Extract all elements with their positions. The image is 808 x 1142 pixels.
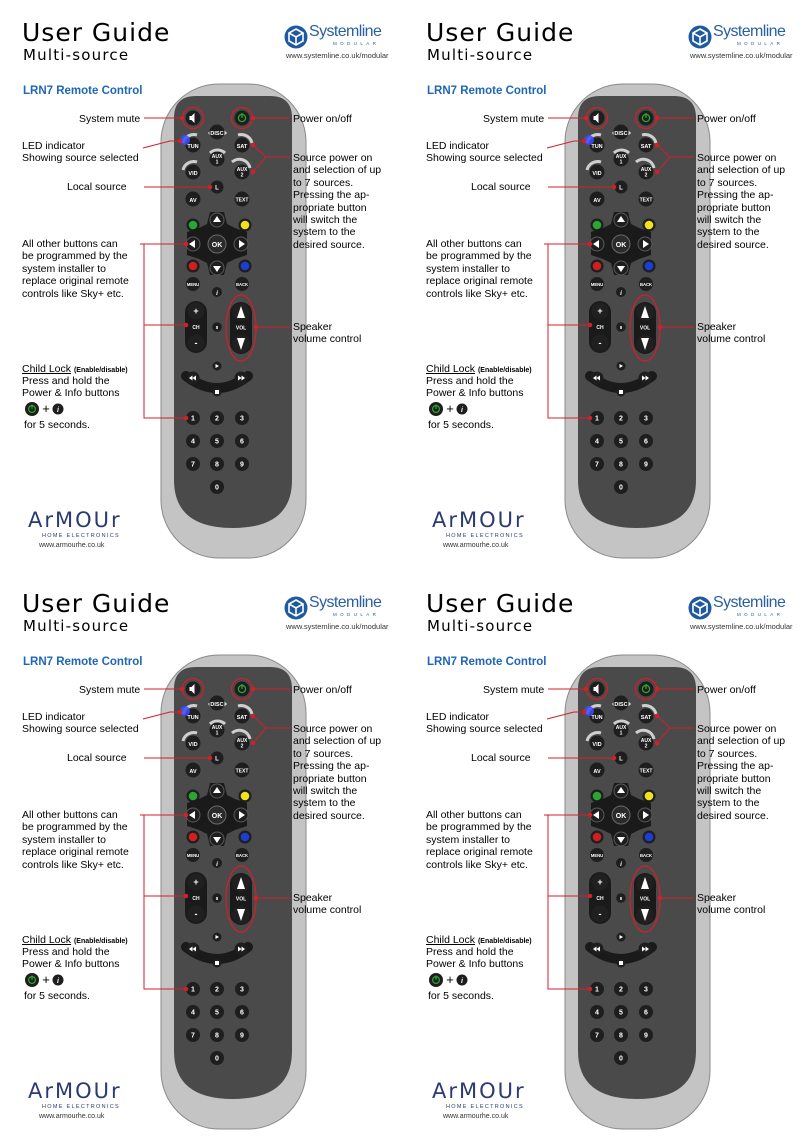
armour-sub: HOME ELECTRONICS (446, 533, 524, 539)
digit-0-label: 0 (215, 1055, 219, 1063)
vid-label: VID (592, 742, 602, 748)
child-lock-heading: Child Lock (Enable/disable) (426, 363, 532, 375)
info-label: i (216, 290, 218, 297)
child-lock-combo (24, 401, 74, 417)
channel-down-label: - (194, 909, 198, 919)
digit-5-label: 5 (619, 438, 623, 446)
digit-7-label: 7 (191, 1032, 195, 1040)
ok-label: OK (615, 242, 627, 249)
digit-6-label: 6 (240, 1009, 244, 1017)
av-label: AV (593, 198, 601, 204)
child-lock-duration: for 5 seconds. (24, 419, 90, 431)
brand-name: Systemline (713, 23, 786, 40)
aux2-label: AUX (640, 167, 652, 173)
digit-6-label: 6 (240, 438, 244, 446)
speaker-label: Speaker (293, 321, 333, 333)
stop-icon (215, 961, 219, 965)
power-label: Power on/off (293, 113, 352, 125)
speaker-desc: volume control (293, 333, 362, 345)
aux2-label: AUX (236, 738, 248, 744)
child-lock-combo (24, 972, 74, 988)
back-label: BACK (235, 282, 249, 287)
channel-up-label: + (597, 306, 603, 316)
digit-0-label: 0 (215, 484, 219, 492)
user-guide-panel-2 (404, 0, 808, 571)
plus-sign: + (42, 401, 50, 416)
digit-1-label: 1 (191, 415, 195, 423)
tun-label: TUN (591, 144, 603, 150)
green-button[interactable] (593, 792, 602, 801)
speaker-desc: volume control (293, 904, 362, 916)
aux1-label: AUX (211, 154, 223, 160)
digit-8-label: 8 (215, 461, 219, 469)
channel-label: CH (192, 896, 200, 902)
led-indicator-desc: Showing source selected (426, 723, 543, 735)
text-label: TEXT (639, 768, 653, 775)
digit-3-label: 3 (240, 986, 244, 994)
blue-button[interactable] (645, 833, 654, 842)
ok-label: OK (615, 813, 627, 820)
digit-8-label: 8 (619, 461, 623, 469)
sat-label: SAT (640, 715, 652, 721)
aux2-label: AUX (236, 167, 248, 173)
local-source-label: L (619, 185, 623, 192)
model-heading: LRN7 Remote Control (23, 85, 143, 97)
aux2-number: 2 (644, 172, 648, 179)
armour-logo (426, 1079, 536, 1129)
disc-label: DISC (614, 702, 628, 708)
armour-name: ArMOUr (432, 508, 526, 532)
pause-label: II (619, 896, 623, 901)
user-guide-panel-1 (0, 0, 404, 571)
armour-logo (426, 508, 536, 558)
aux2-number: 2 (240, 172, 244, 179)
digit-0-label: 0 (619, 484, 623, 492)
svg-text:i: i (57, 978, 59, 985)
blue-button[interactable] (645, 262, 654, 271)
brand-url: www.systemline.co.uk/modular (690, 622, 793, 631)
sat-label: SAT (236, 144, 248, 150)
source-power-text: Source power on and selection of up to 7 sources. Pressing the ap- propriate button will switch the system to the desired source. (293, 152, 382, 251)
yellow-button[interactable] (645, 221, 654, 230)
digit-3-label: 3 (240, 415, 244, 423)
aux2-number: 2 (644, 743, 648, 750)
av-label: AV (593, 769, 601, 775)
channel-up-label: + (597, 877, 603, 887)
local-source-label: L (215, 756, 219, 763)
child-lock-line-2: Power & Info buttons (22, 958, 120, 970)
digit-8-label: 8 (619, 1032, 623, 1040)
channel-down-label: - (598, 338, 602, 348)
local-source-text: Local source (471, 752, 531, 764)
volume-label: VOL (235, 896, 247, 903)
source-power-text: Source power on and selection of up to 7 sources. Pressing the ap- propriate button will switch the system to the desired source. (293, 723, 382, 822)
digit-5-label: 5 (215, 1009, 219, 1017)
plus-sign: + (446, 972, 454, 987)
brand-url: www.systemline.co.uk/modular (286, 622, 389, 631)
armour-url: www.armourhe.co.uk (443, 542, 509, 549)
svg-text:i: i (461, 407, 463, 414)
channel-up-label: + (193, 306, 199, 316)
pause-label: II (619, 325, 623, 330)
brand-url: www.systemline.co.uk/modular (286, 51, 389, 60)
menu-label: MENU (590, 282, 604, 287)
digit-9-label: 9 (644, 461, 648, 469)
blue-button[interactable] (241, 262, 250, 271)
text-label: TEXT (235, 197, 249, 204)
back-label: BACK (639, 853, 653, 858)
brand-name: Systemline (309, 594, 382, 611)
child-lock-heading: Child Lock (Enable/disable) (426, 934, 532, 946)
aux1-label: AUX (615, 154, 627, 160)
menu-label: MENU (186, 282, 200, 287)
child-lock-line-1: Press and hold the (22, 375, 110, 387)
info-label: i (216, 861, 218, 868)
digit-9-label: 9 (240, 461, 244, 469)
menu-label: MENU (590, 853, 604, 858)
armour-url: www.armourhe.co.uk (39, 1113, 105, 1120)
source-power-text: Source power on and selection of up to 7 sources. Pressing the ap- propriate button will switch the system to the desired source. (697, 152, 786, 251)
plus-sign: + (42, 972, 50, 987)
led-indicator-label: LED indicator (426, 711, 490, 723)
brand-sub: MODULAR (737, 41, 784, 46)
vid-label: VID (592, 171, 602, 177)
digit-3-label: 3 (644, 415, 648, 423)
speaker-label: Speaker (697, 321, 737, 333)
child-lock-line-2: Power & Info buttons (426, 958, 524, 970)
digit-6-label: 6 (644, 1009, 648, 1017)
page-title: User Guide (426, 18, 575, 47)
digit-2-label: 2 (215, 415, 219, 423)
digit-7-label: 7 (191, 461, 195, 469)
volume-label: VOL (235, 325, 247, 332)
armour-sub: HOME ELECTRONICS (446, 1104, 524, 1110)
channel-label: CH (596, 325, 604, 331)
brand-url: www.systemline.co.uk/modular (690, 51, 793, 60)
yellow-button[interactable] (241, 221, 250, 230)
child-lock-duration: for 5 seconds. (428, 419, 494, 431)
brand-name: Systemline (309, 23, 382, 40)
child-lock-line-1: Press and hold the (22, 946, 110, 958)
text-label: TEXT (235, 768, 249, 775)
digit-6-label: 6 (644, 438, 648, 446)
digit-4-label: 4 (191, 438, 195, 446)
digit-1-label: 1 (191, 986, 195, 994)
model-heading: LRN7 Remote Control (427, 656, 547, 668)
user-guide-panel-3 (0, 571, 404, 1142)
local-source-text: Local source (471, 181, 531, 193)
stop-icon (619, 961, 623, 965)
disc-label: DISC (210, 131, 224, 137)
back-label: BACK (639, 282, 653, 287)
digit-7-label: 7 (595, 1032, 599, 1040)
brand-sub: MODULAR (737, 612, 784, 617)
vid-label: VID (188, 742, 198, 748)
ok-label: OK (211, 242, 223, 249)
armour-logo (22, 1079, 132, 1129)
local-source-label: L (215, 185, 219, 192)
led-indicator-desc: Showing source selected (22, 152, 139, 164)
aux2-label: AUX (640, 738, 652, 744)
page-subtitle: Multi-source (427, 617, 534, 635)
brand-name: Systemline (713, 594, 786, 611)
channel-label: CH (596, 896, 604, 902)
ok-label: OK (211, 813, 223, 820)
yellow-button[interactable] (241, 792, 250, 801)
vid-label: VID (188, 171, 198, 177)
local-source-label: L (619, 756, 623, 763)
local-source-text: Local source (67, 181, 127, 193)
local-source-text: Local source (67, 752, 127, 764)
child-lock-combo (428, 401, 478, 417)
system-mute-label: System mute (79, 113, 141, 125)
digit-9-label: 9 (644, 1032, 648, 1040)
av-label: AV (189, 198, 197, 204)
child-lock-line-1: Press and hold the (426, 375, 514, 387)
aux1-number: 1 (215, 730, 219, 737)
digit-2-label: 2 (619, 415, 623, 423)
armour-sub: HOME ELECTRONICS (42, 1104, 120, 1110)
page-subtitle: Multi-source (427, 46, 534, 64)
armour-url: www.armourhe.co.uk (39, 542, 105, 549)
pause-label: II (215, 896, 219, 901)
green-button[interactable] (593, 221, 602, 230)
menu-label: MENU (186, 853, 200, 858)
digit-1-label: 1 (595, 986, 599, 994)
system-mute-label: System mute (483, 684, 545, 696)
led-indicator-label: LED indicator (22, 140, 86, 152)
red-button[interactable] (593, 262, 602, 271)
led-indicator-desc: Showing source selected (426, 152, 543, 164)
digit-4-label: 4 (595, 1009, 599, 1017)
green-button[interactable] (189, 792, 198, 801)
armour-logo (22, 508, 132, 558)
child-lock-line-2: Power & Info buttons (426, 387, 524, 399)
disc-label: DISC (210, 702, 224, 708)
tun-label: TUN (187, 715, 199, 721)
power-label: Power on/off (293, 684, 352, 696)
armour-sub: HOME ELECTRONICS (42, 533, 120, 539)
channel-down-label: - (598, 909, 602, 919)
digit-3-label: 3 (644, 986, 648, 994)
aux1-label: AUX (615, 725, 627, 731)
programmable-text: All other buttons can be programmed by the system installer to replace original remote controls like Sky+ etc. (426, 238, 533, 300)
aux1-label: AUX (211, 725, 223, 731)
channel-label: CH (192, 325, 200, 331)
digit-7-label: 7 (595, 461, 599, 469)
led-indicator-desc: Showing source selected (22, 723, 139, 735)
digit-2-label: 2 (619, 986, 623, 994)
stop-icon (215, 390, 219, 394)
volume-label: VOL (639, 896, 651, 903)
pause-label: II (215, 325, 219, 330)
child-lock-heading: Child Lock (Enable/disable) (22, 363, 128, 375)
led-indicator-label: LED indicator (426, 140, 490, 152)
model-heading: LRN7 Remote Control (23, 656, 143, 668)
svg-text:i: i (57, 407, 59, 414)
speaker-label: Speaker (293, 892, 333, 904)
digit-8-label: 8 (215, 1032, 219, 1040)
system-mute-label: System mute (79, 684, 141, 696)
programmable-text: All other buttons can be programmed by the system installer to replace original remote controls like Sky+ etc. (22, 238, 129, 300)
speaker-desc: volume control (697, 904, 766, 916)
armour-name: ArMOUr (432, 1079, 526, 1103)
info-label: i (620, 290, 622, 297)
stop-icon (619, 390, 623, 394)
digit-2-label: 2 (215, 986, 219, 994)
child-lock-combo (428, 972, 478, 988)
page-title: User Guide (426, 589, 575, 618)
armour-url: www.armourhe.co.uk (443, 1113, 509, 1120)
child-lock-heading: Child Lock (Enable/disable) (22, 934, 128, 946)
digit-4-label: 4 (191, 1009, 195, 1017)
digit-5-label: 5 (215, 438, 219, 446)
aux1-number: 1 (619, 159, 623, 166)
model-heading: LRN7 Remote Control (427, 85, 547, 97)
tun-label: TUN (187, 144, 199, 150)
page-title: User Guide (22, 589, 171, 618)
page-subtitle: Multi-source (23, 617, 130, 635)
child-lock-duration: for 5 seconds. (24, 990, 90, 1002)
led-indicator-label: LED indicator (22, 711, 86, 723)
red-button[interactable] (189, 262, 198, 271)
armour-name: ArMOUr (28, 1079, 122, 1103)
aux1-number: 1 (215, 159, 219, 166)
aux2-number: 2 (240, 743, 244, 750)
sat-label: SAT (640, 144, 652, 150)
brand-sub: MODULAR (333, 612, 380, 617)
info-label: i (620, 861, 622, 868)
text-label: TEXT (639, 197, 653, 204)
page-subtitle: Multi-source (23, 46, 130, 64)
digit-5-label: 5 (619, 1009, 623, 1017)
user-guide-panel-4 (404, 571, 808, 1142)
system-mute-label: System mute (483, 113, 545, 125)
svg-text:i: i (461, 978, 463, 985)
programmable-text: All other buttons can be programmed by the system installer to replace original remote controls like Sky+ etc. (426, 809, 533, 871)
speaker-label: Speaker (697, 892, 737, 904)
volume-label: VOL (639, 325, 651, 332)
page-title: User Guide (22, 18, 171, 47)
sat-label: SAT (236, 715, 248, 721)
channel-down-label: - (194, 338, 198, 348)
channel-up-label: + (193, 877, 199, 887)
green-button[interactable] (189, 221, 198, 230)
power-label: Power on/off (697, 684, 756, 696)
blue-button[interactable] (241, 833, 250, 842)
plus-sign: + (446, 401, 454, 416)
av-label: AV (189, 769, 197, 775)
disc-label: DISC (614, 131, 628, 137)
red-button[interactable] (593, 833, 602, 842)
speaker-desc: volume control (697, 333, 766, 345)
source-power-text: Source power on and selection of up to 7 sources. Pressing the ap- propriate button will switch the system to the desired source. (697, 723, 786, 822)
child-lock-line-2: Power & Info buttons (22, 387, 120, 399)
armour-name: ArMOUr (28, 508, 122, 532)
digit-0-label: 0 (619, 1055, 623, 1063)
aux1-number: 1 (619, 730, 623, 737)
child-lock-line-1: Press and hold the (426, 946, 514, 958)
child-lock-duration: for 5 seconds. (428, 990, 494, 1002)
power-label: Power on/off (697, 113, 756, 125)
back-label: BACK (235, 853, 249, 858)
red-button[interactable] (189, 833, 198, 842)
tun-label: TUN (591, 715, 603, 721)
programmable-text: All other buttons can be programmed by the system installer to replace original remote controls like Sky+ etc. (22, 809, 129, 871)
digit-1-label: 1 (595, 415, 599, 423)
digit-9-label: 9 (240, 1032, 244, 1040)
brand-sub: MODULAR (333, 41, 380, 46)
yellow-button[interactable] (645, 792, 654, 801)
digit-4-label: 4 (595, 438, 599, 446)
